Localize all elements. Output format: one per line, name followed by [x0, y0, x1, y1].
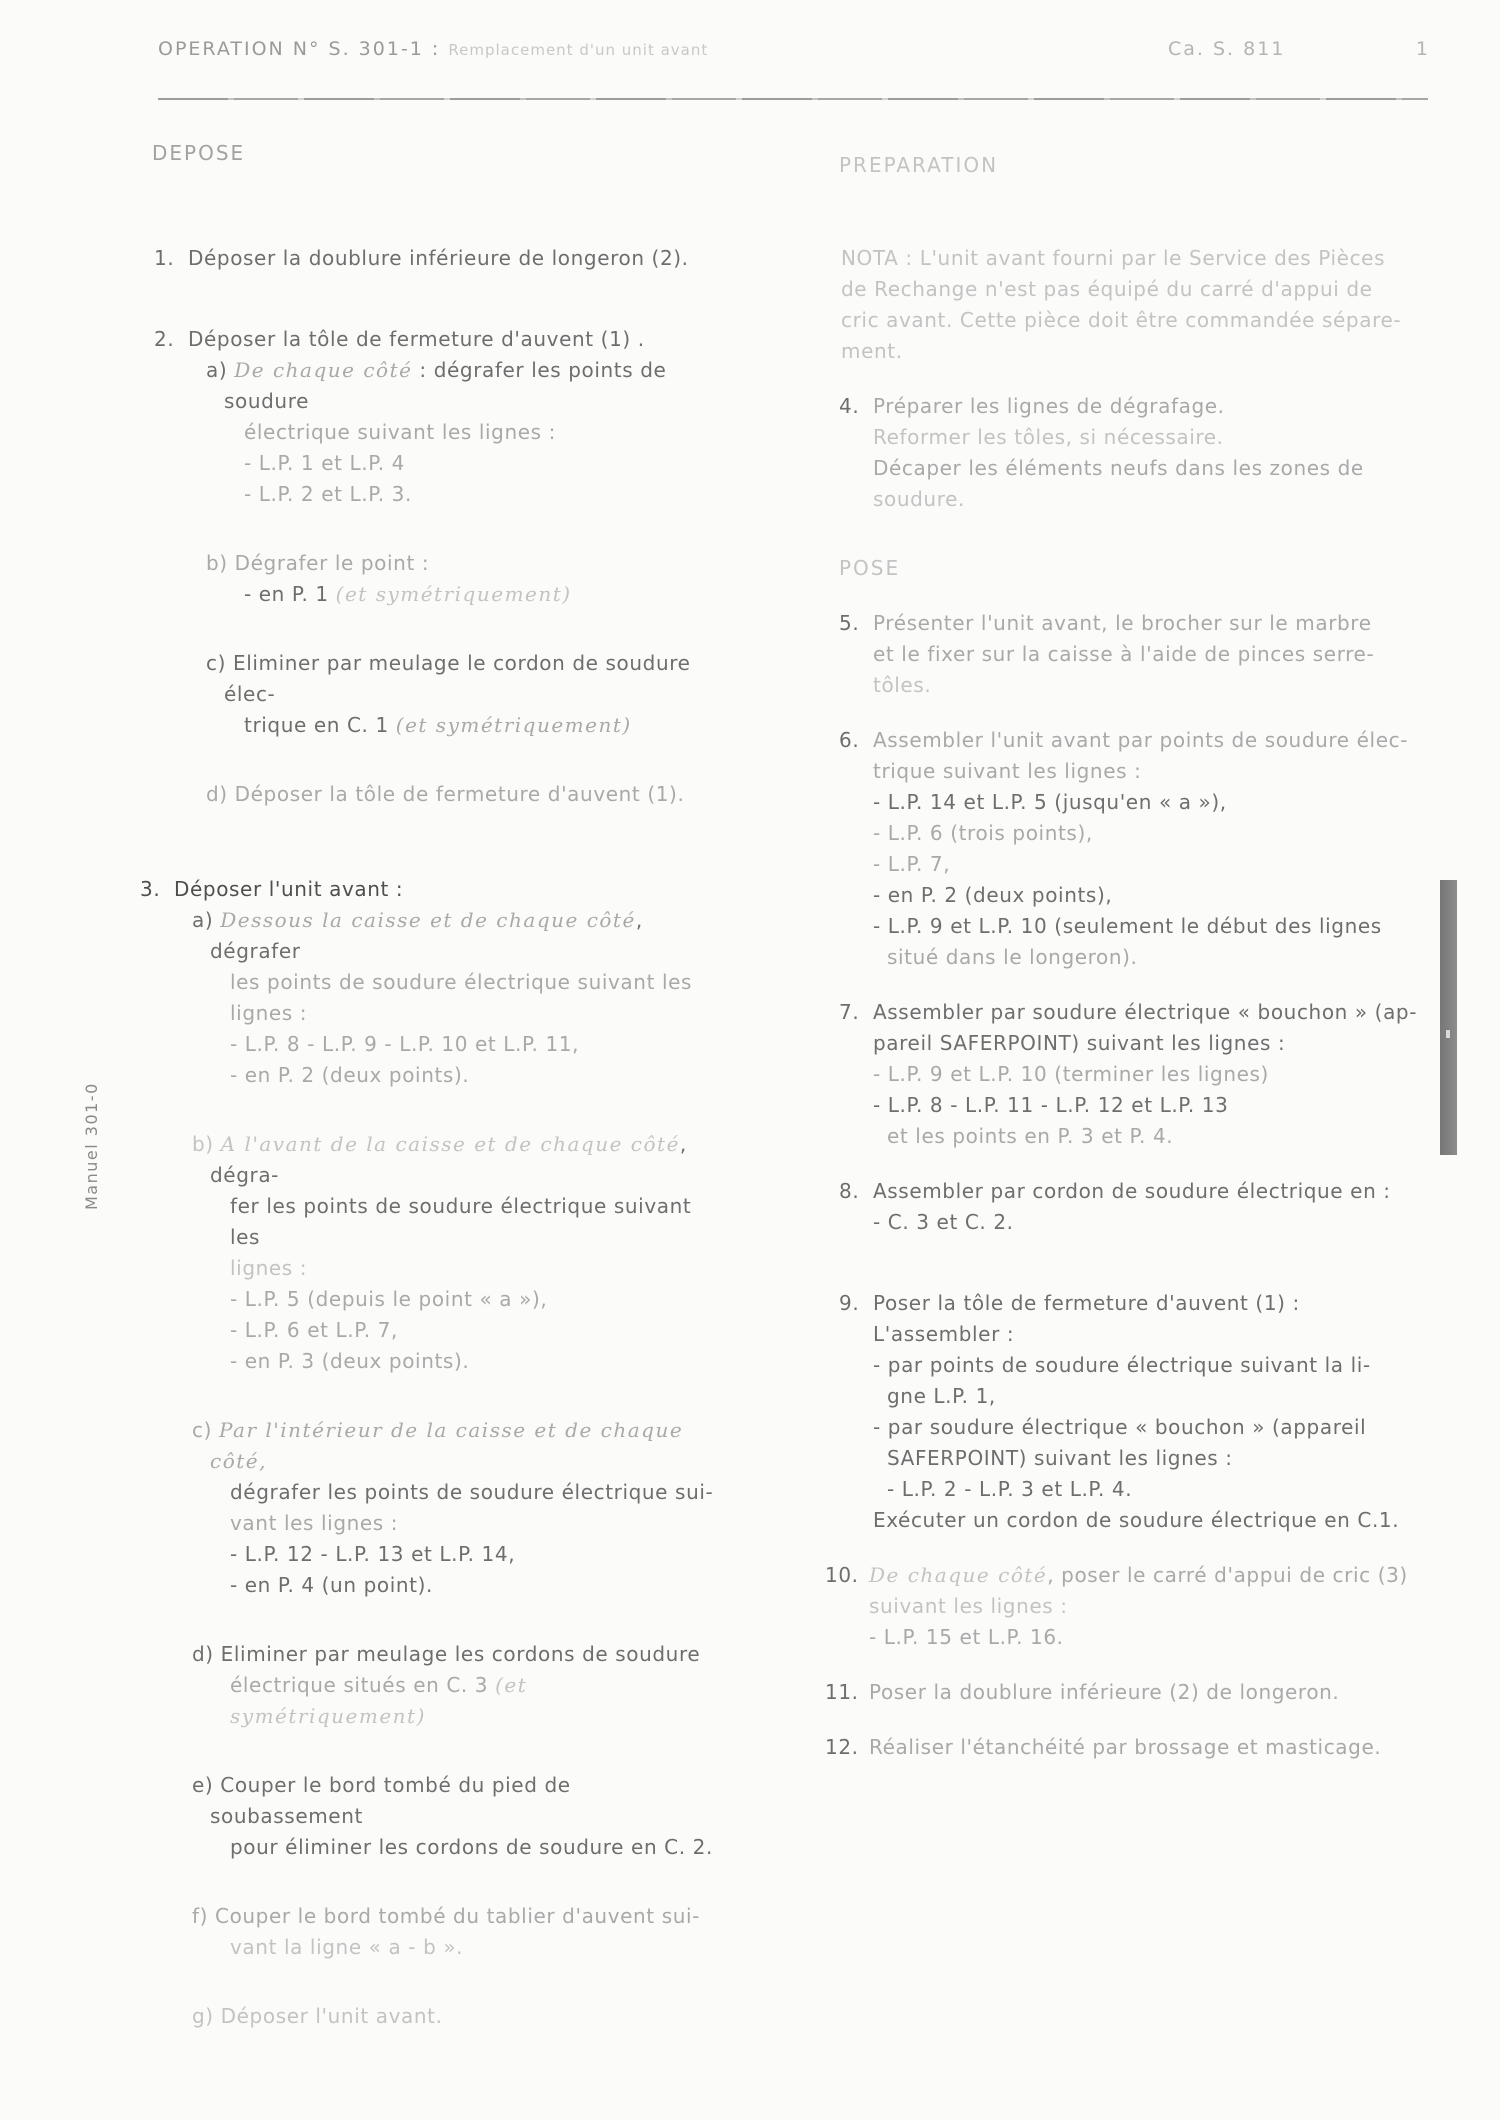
line-text: Reformer les tôles, si nécessaire.: [873, 425, 1224, 449]
sub-d: d) Déposer la tôle de fermeture d'auvent (1).: [206, 782, 685, 806]
step-number: 9.: [839, 1291, 860, 1315]
bullet: - L.P. 12 - L.P. 13 et L.P. 14,: [230, 1542, 516, 1566]
step-number: 6.: [839, 728, 860, 752]
sub-letter: c): [192, 1418, 219, 1442]
sub-e: e) Couper le bord tombé du pied de soubassement: [192, 1773, 571, 1828]
nota-line: ment.: [841, 339, 903, 363]
page-number: 1: [1415, 38, 1430, 60]
sub-c: c) Eliminer par meulage le cordon de soudure élec-: [206, 651, 691, 706]
sub-letter: a): [192, 908, 221, 932]
bullet: - en P. 2 (deux points).: [230, 1063, 470, 1087]
bullet: - en P. 4 (un point).: [230, 1573, 433, 1597]
step-5: [825, 608, 1425, 701]
operation-title: [158, 34, 708, 66]
line-text: soudure.: [873, 487, 965, 511]
italic-phrase: (et symétriquement): [395, 713, 632, 737]
line-text: Exécuter un cordon de soudure électrique en C.1.: [873, 1508, 1400, 1532]
line-text: [869, 1560, 1425, 1591]
line-text: L'assembler :: [873, 1322, 1015, 1346]
line-text: électrique situés en C. 3: [230, 1673, 496, 1697]
bullet: - L.P. 7,: [873, 852, 951, 876]
section-title-pose: POSE: [839, 556, 901, 580]
step-body: [873, 1176, 1425, 1238]
step-6: [825, 725, 1425, 973]
line-text: Présenter l'unit avant, le brocher sur le marbre: [873, 611, 1372, 635]
line-text: fer les points de soudure électrique suivant les: [230, 1194, 692, 1249]
step-2: [140, 324, 715, 810]
line-text: [174, 1670, 715, 1732]
step-9: [825, 1288, 1425, 1536]
sub-a: [174, 905, 715, 967]
line-text: lignes :: [230, 1001, 308, 1025]
line-text: Assembler par cordon de soudure électrique en :: [873, 1179, 1391, 1203]
margin-label: Manuel 301-0: [82, 1082, 101, 1210]
line-text: vant les lignes :: [230, 1511, 399, 1535]
step-number: 5.: [839, 611, 860, 635]
step-8: [825, 1176, 1425, 1238]
section-title-depose: DEPOSE: [152, 141, 246, 165]
italic-phrase: De chaque côté: [234, 358, 413, 382]
bullet: - en P. 2 (deux points),: [873, 883, 1113, 907]
line-text: Préparer les lignes de dégrafage.: [873, 394, 1225, 418]
italic-phrase: A l'avant de la caisse et de chaque côté: [220, 1132, 680, 1156]
bullet: - L.P. 6 (trois points),: [873, 821, 1093, 845]
line-text: - en P. 1: [244, 582, 336, 606]
line-text: trique suivant les lignes :: [873, 759, 1142, 783]
bullet: - L.P. 2 et L.P. 3.: [244, 482, 412, 506]
line-text: Poser la tôle de fermeture d'auvent (1) :: [873, 1291, 1300, 1315]
reference-code: Ca. S. 811: [1168, 38, 1286, 60]
line-text: [188, 710, 715, 741]
step-body: [873, 608, 1425, 701]
edge-tab-tick: [1446, 1030, 1450, 1038]
line-text: pareil SAFERPOINT) suivant les lignes :: [873, 1031, 1286, 1055]
bullet: - par points de soudure électrique suivant la li-: [873, 1353, 1371, 1377]
sub-b: [174, 1129, 715, 1191]
bullet: - L.P. 9 et L.P. 10 (seulement le début des lignes: [873, 914, 1382, 938]
line-text: , poser le carré d'appui de cric (3): [1047, 1563, 1408, 1587]
section-title-preparation: PREPARATION: [839, 153, 999, 177]
bullet: - L.P. 8 - L.P. 11 - L.P. 12 et L.P. 13: [873, 1093, 1229, 1117]
bullet: - L.P. 9 et L.P. 10 (terminer les lignes): [873, 1062, 1269, 1086]
sub-c: [174, 1415, 715, 1477]
line-text: dégrafer les points de soudure électrique sui-: [230, 1480, 714, 1504]
bullet: - en P. 3 (deux points).: [230, 1349, 470, 1373]
step-text: Déposer l'unit avant :: [174, 877, 404, 901]
step-3: [140, 874, 715, 2032]
line-text: lignes :: [230, 1256, 308, 1280]
step-number: 8.: [839, 1179, 860, 1203]
step-number: 2.: [154, 327, 175, 351]
step-number: 7.: [839, 1000, 860, 1024]
header-divider: [158, 98, 1428, 100]
step-body: [873, 725, 1425, 973]
line-text: et les points en P. 3 et P. 4.: [887, 1124, 1174, 1148]
bullet: - L.P. 15 et L.P. 16.: [869, 1625, 1064, 1649]
line-text: , dégrafer: [210, 908, 643, 963]
line-text: électrique suivant les lignes :: [244, 420, 556, 444]
step-body: [174, 874, 715, 2032]
line-text: les points de soudure électrique suivant les: [230, 970, 693, 994]
edge-tab-marker: [1440, 880, 1457, 1155]
step-7: [825, 997, 1425, 1152]
step-number: 11.: [825, 1680, 859, 1704]
line-text: Assembler l'unit avant par points de soudure élec-: [873, 728, 1409, 752]
step-number: 4.: [839, 394, 860, 418]
page-header: [158, 28, 1430, 68]
bullet: [188, 579, 715, 610]
bullet: - L.P. 5 (depuis le point « a »),: [230, 1287, 548, 1311]
left-column: [140, 138, 715, 2032]
step-12: [825, 1732, 1425, 1763]
step-text: Déposer la tôle de fermeture d'auvent (1) .: [188, 327, 645, 351]
line-text: Assembler par soudure électrique « bouchon » (ap-: [873, 1000, 1418, 1024]
step-body: [188, 324, 715, 810]
sub-d: d) Eliminer par meulage les cordons de soudure: [192, 1642, 701, 1666]
step-number: 1.: [154, 246, 175, 270]
nota-line: de Rechange n'est pas équipé du carré d'appui de: [841, 277, 1373, 301]
bullet: - L.P. 1 et L.P. 4: [244, 451, 406, 475]
operation-number: OPERATION N° S. 301-1 :: [158, 38, 441, 60]
line-text: SAFERPOINT) suivant les lignes :: [887, 1446, 1233, 1470]
sub-b: b) Dégrafer le point :: [206, 551, 430, 575]
step-1: [140, 243, 715, 274]
right-column: [825, 138, 1425, 1763]
line-text: trique en C. 1: [244, 713, 396, 737]
sub-letter: b): [192, 1132, 221, 1156]
bullet: - L.P. 2 - L.P. 3 et L.P. 4.: [887, 1477, 1133, 1501]
bullet: - L.P. 14 et L.P. 5 (jusqu'en « a »),: [873, 790, 1227, 814]
line-text: , dégra-: [210, 1132, 687, 1187]
step-body: [869, 1560, 1425, 1653]
sub-a: [188, 355, 715, 417]
italic-phrase: Par l'intérieur de la caisse et de chaque côté,: [210, 1418, 684, 1473]
step-text: Déposer la doublure inférieure de longeron (2).: [188, 246, 689, 270]
nota-block: [825, 243, 1425, 367]
line-text: : dégrafer les points de soudure: [224, 358, 667, 413]
step-number: 10.: [825, 1563, 859, 1587]
step-10: [825, 1560, 1425, 1653]
italic-phrase: (et symétriquement): [230, 1673, 528, 1728]
italic-phrase: De chaque côté: [869, 1563, 1048, 1587]
nota-line: cric avant. Cette pièce doit être commandée sépare-: [841, 308, 1402, 332]
italic-phrase: Dessous la caisse et de chaque côté: [220, 908, 636, 932]
sub-g: g) Déposer l'unit avant.: [192, 2004, 443, 2028]
line-text: suivant les lignes :: [869, 1594, 1068, 1618]
step-number: 12.: [825, 1735, 859, 1759]
italic-phrase: (et symétriquement): [335, 582, 572, 606]
line-text: tôles.: [873, 673, 932, 697]
bullet: - C. 3 et C. 2.: [873, 1210, 1014, 1234]
bullet: - par soudure électrique « bouchon » (appareil: [873, 1415, 1367, 1439]
sub-f: f) Couper le bord tombé du tablier d'auvent sui-: [192, 1904, 700, 1928]
step-4: [825, 391, 1425, 515]
line-text: Décaper les éléments neufs dans les zones de: [873, 456, 1364, 480]
step-number: 3.: [140, 877, 161, 901]
step-11: [825, 1677, 1425, 1708]
nota-line: NOTA : L'unit avant fourni par le Service des Pièces: [841, 246, 1386, 270]
line-text: vant la ligne « a - b ».: [230, 1935, 464, 1959]
step-text: Poser la doublure inférieure (2) de longeron.: [869, 1680, 1340, 1704]
bullet: - L.P. 6 et L.P. 7,: [230, 1318, 398, 1342]
line-text: situé dans le longeron).: [887, 945, 1138, 969]
line-text: pour éliminer les cordons de soudure en C. 2.: [230, 1835, 713, 1859]
step-body: [873, 1288, 1425, 1536]
step-text: Réaliser l'étanchéité par brossage et masticage.: [869, 1735, 1382, 1759]
bullet: - L.P. 8 - L.P. 9 - L.P. 10 et L.P. 11,: [230, 1032, 580, 1056]
sub-letter: a): [206, 358, 235, 382]
line-text: et le fixer sur la caisse à l'aide de pinces serre-: [873, 642, 1375, 666]
line-text: gne L.P. 1,: [887, 1384, 996, 1408]
step-body: [873, 997, 1425, 1152]
step-body: [873, 391, 1425, 515]
operation-description: Remplacement d'un unit avant: [448, 41, 709, 59]
